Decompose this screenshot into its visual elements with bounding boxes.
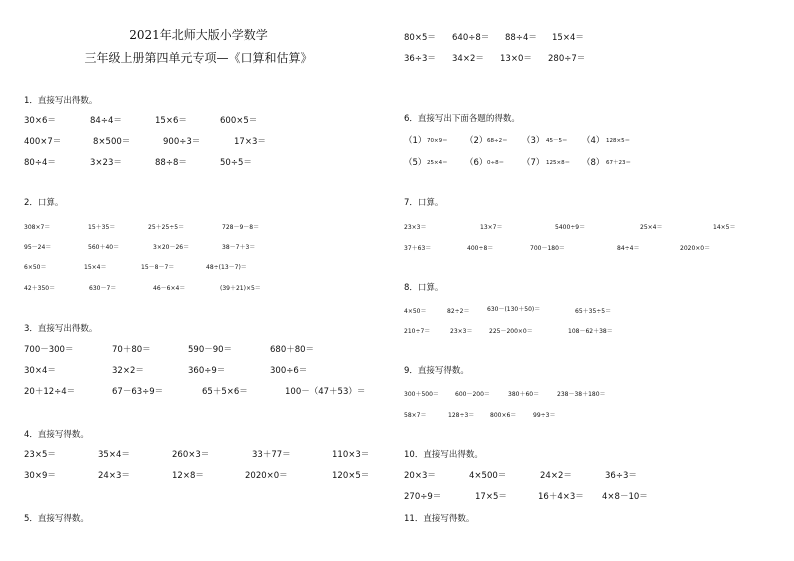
problem: 25＋25÷5＝ — [148, 224, 185, 231]
problem: 24×2＝ — [540, 471, 572, 481]
problem: 30×9＝ — [24, 471, 56, 481]
problem: 15×6＝ — [155, 116, 187, 126]
problem-number: （5） — [404, 158, 427, 168]
problem-number: （6） — [465, 158, 488, 168]
problem: 560＋40＝ — [88, 244, 120, 251]
problem: 700－300＝ — [24, 345, 74, 355]
problem: 84÷4＝ — [90, 116, 122, 126]
problem: 65＋5×6＝ — [202, 387, 248, 397]
section-4-heading: 4．直接写得数。 — [24, 430, 89, 440]
problem: 3×23＝ — [90, 158, 122, 168]
section-10-heading: 10．直接写出得数。 — [404, 450, 483, 460]
problem: 360÷9＝ — [188, 366, 226, 376]
problem-number: （8） — [582, 158, 605, 168]
problem: 280÷7＝ — [548, 54, 586, 64]
problem: 640÷8＝ — [452, 33, 490, 43]
problem: 20＋12÷4＝ — [24, 387, 76, 397]
problem: 300＋500＝ — [404, 391, 439, 398]
problem: 380＋60＝ — [508, 391, 540, 398]
problem: 4×500＝ — [469, 471, 507, 481]
problem: 95－24＝ — [24, 244, 52, 251]
problem: 58×7＝ — [404, 412, 427, 419]
problem: 70＋80＝ — [112, 345, 151, 355]
problem: 270÷9＝ — [404, 492, 442, 502]
problem: 15×4＝ — [552, 33, 584, 43]
problem: 600×5＝ — [220, 116, 258, 126]
problem: 16＋4×3＝ — [538, 492, 584, 502]
section-5-heading: 5．直接写得数。 — [24, 514, 89, 524]
problem: 42＋350＝ — [24, 285, 56, 292]
problem: 68÷2＝ — [487, 138, 508, 144]
problem: 88÷4＝ — [505, 33, 537, 43]
problem: 48÷(13－7)＝ — [206, 264, 247, 271]
problem: 108－62＋38＝ — [568, 328, 613, 335]
problem: 600－200＝ — [455, 391, 490, 398]
section-2-heading: 2．口算。 — [24, 198, 64, 208]
problem: 14×5＝ — [713, 224, 736, 231]
problem: 33＋77＝ — [252, 450, 291, 460]
problem: 8×500＝ — [93, 137, 131, 147]
problem: 300÷6＝ — [270, 366, 308, 376]
problem: 15－8－7＝ — [141, 264, 175, 271]
problem: 100－（47＋53）＝ — [285, 387, 366, 397]
problem: 0÷8＝ — [487, 160, 505, 166]
problem: 80×5＝ — [404, 33, 436, 43]
problem: 30×6＝ — [24, 116, 56, 126]
problem: 120×5＝ — [332, 471, 370, 481]
section-11-heading: 11．直接写得数。 — [404, 514, 475, 524]
problem: 17×3＝ — [234, 137, 266, 147]
section-9-heading: 9．直接写得数。 — [404, 366, 469, 376]
problem: 15×4＝ — [84, 264, 107, 271]
problem: 35×4＝ — [98, 450, 130, 460]
problem: 225－200×0＝ — [489, 328, 533, 335]
problem: 2020×0＝ — [680, 245, 711, 252]
problem: 13×7＝ — [480, 224, 503, 231]
problem: 400×7＝ — [24, 137, 62, 147]
problem: 24×3＝ — [98, 471, 130, 481]
problem: 5400÷9＝ — [555, 224, 586, 231]
problem: 65＋35÷5＝ — [575, 308, 612, 315]
problem: 23×3＝ — [450, 328, 473, 335]
section-6-heading: 6．直接写出下面各题的得数。 — [404, 114, 520, 124]
problem: 45－5＝ — [546, 138, 568, 144]
problem: 25×4＝ — [640, 224, 663, 231]
problem: 88÷8＝ — [155, 158, 187, 168]
problem: 99÷3＝ — [533, 412, 556, 419]
problem: 128×5＝ — [606, 138, 631, 144]
problem: 12×8＝ — [172, 471, 204, 481]
problem: 2020×0＝ — [245, 471, 288, 481]
problem-number: （7） — [522, 158, 545, 168]
problem: 13×0＝ — [500, 54, 532, 64]
problem: 728－9－8＝ — [222, 224, 260, 231]
problem: 50÷5＝ — [220, 158, 252, 168]
problem: 4×8－10＝ — [602, 492, 648, 502]
problem: 4×50＝ — [404, 308, 427, 315]
problem: 17×5＝ — [475, 492, 507, 502]
problem: 308×7＝ — [24, 224, 51, 231]
section-1-heading: 1．直接写出得数。 — [24, 96, 98, 106]
problem: (39＋21)×5＝ — [220, 285, 261, 292]
problem: 70×9＝ — [427, 138, 448, 144]
problem: 84÷4＝ — [617, 245, 640, 252]
worksheet-subtitle: 三年级上册第四单元专项—《口算和估算》 — [84, 51, 313, 65]
problem: 38－7＋3＝ — [222, 244, 256, 251]
problem: 82÷2＝ — [447, 308, 470, 315]
problem: 680＋80＝ — [270, 345, 315, 355]
problem: 23×5＝ — [24, 450, 56, 460]
problem: 800×6＝ — [490, 412, 517, 419]
worksheet-title: 2021年北师大版小学数学 — [129, 28, 268, 42]
problem-number: （2） — [465, 136, 488, 146]
problem: 260×3＝ — [172, 450, 210, 460]
problem: 67＋23＝ — [606, 160, 631, 166]
problem-number: （3） — [522, 136, 545, 146]
problem: 32×2＝ — [112, 366, 144, 376]
problem: 400÷8＝ — [467, 245, 494, 252]
problem: 110×3＝ — [332, 450, 370, 460]
problem: 67－63÷9＝ — [112, 387, 164, 397]
problem-number: （1） — [404, 136, 427, 146]
problem: 46－6×4＝ — [153, 285, 186, 292]
problem: 630－7＝ — [89, 285, 117, 292]
problem: 34×2＝ — [452, 54, 484, 64]
problem: 630－(130＋50)＝ — [487, 306, 541, 313]
problem: 590－90＝ — [188, 345, 233, 355]
problem: 700－180＝ — [530, 245, 565, 252]
problem: 125×8＝ — [546, 160, 571, 166]
problem: 15＋35＝ — [88, 224, 116, 231]
problem: 37＋63＝ — [404, 245, 432, 252]
problem-number: （4） — [582, 136, 605, 146]
problem: 20×3＝ — [404, 471, 436, 481]
problem: 128÷3＝ — [448, 412, 475, 419]
problem: 238－38＋180＝ — [557, 391, 606, 398]
section-8-heading: 8．口算。 — [404, 283, 444, 293]
section-7-heading: 7．口算。 — [404, 198, 444, 208]
problem: 36÷3＝ — [605, 471, 637, 481]
problem: 23×3＝ — [404, 224, 427, 231]
section-3-heading: 3．直接写出得数。 — [24, 324, 98, 334]
problem: 80÷4＝ — [24, 158, 56, 168]
problem: 6×50＝ — [24, 264, 47, 271]
problem: 900÷3＝ — [163, 137, 201, 147]
problem: 3×20－26＝ — [153, 244, 190, 251]
problem: 210÷7＝ — [404, 328, 431, 335]
problem: 25×4＝ — [427, 160, 448, 166]
problem: 30×4＝ — [24, 366, 56, 376]
problem: 36÷3＝ — [404, 54, 436, 64]
